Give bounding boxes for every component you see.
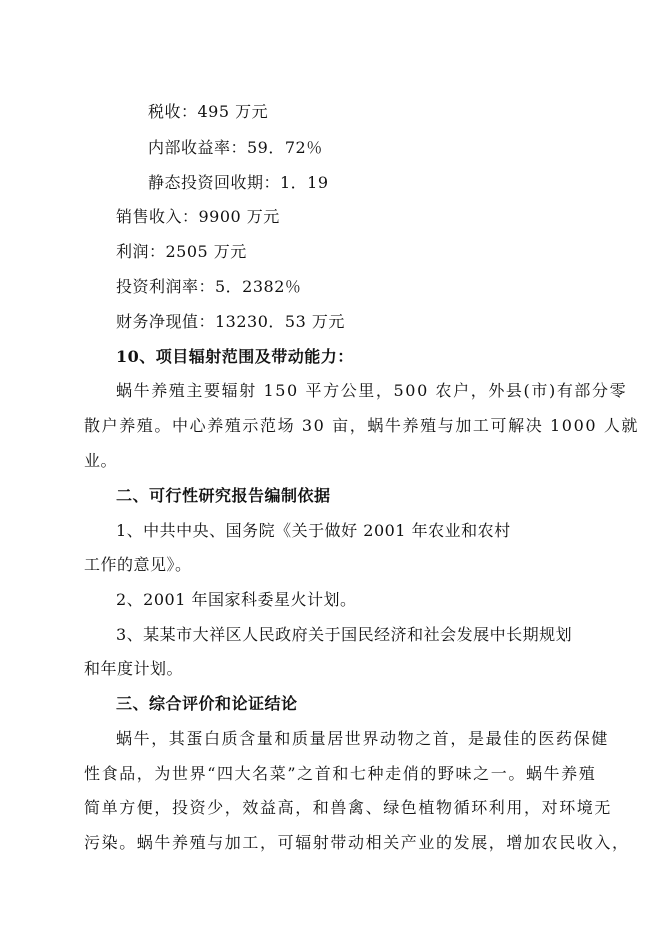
section3-para-line: 简单方便，投资少，效益高，和兽禽、绿色植物循环利用，对环境无: [84, 798, 613, 817]
tax-line: 税收：495 万元: [148, 102, 269, 121]
section10-heading: 10、项目辐射范围及带动能力：: [116, 347, 354, 366]
section10-para-line: 蜗牛养殖主要辐射 150 平方公里，500 农户，外县(市)有部分零: [116, 381, 628, 400]
section2-heading: 二、可行性研究报告编制依据: [116, 486, 331, 505]
section3-para-line: 污染。蜗牛养殖与加工，可辐射带动相关产业的发展，增加农民收入，: [84, 833, 630, 852]
section2-item: 1、中共中央、国务院《关于做好 2001 年农业和农村: [116, 521, 511, 540]
section10-para-line: 业。: [84, 451, 118, 470]
section2-item: 3、某某市大祥区人民政府关于国民经济和社会发展中长期规划: [116, 625, 573, 644]
sales-line: 销售收入：9900 万元: [116, 207, 280, 226]
section2-item: 2、2001 年国家科委星火计划。: [116, 590, 357, 609]
section10-para-line: 散户养殖。中心养殖示范场 30 亩，蜗牛养殖与加工可解决 1000 人就: [84, 416, 640, 435]
payback-line: 静态投资回收期：1．19: [148, 173, 329, 192]
section3-para-line: 性食品，为世界“四大名菜”之首和七种走俏的野味之一。蜗牛养殖: [84, 764, 597, 783]
roi-line: 投资利润率：5．2382％: [116, 277, 302, 296]
npv-line: 财务净现值：13230．53 万元: [116, 312, 345, 331]
profit-line: 利润：2505 万元: [116, 242, 247, 261]
section3-para-line: 蜗牛，其蛋白质含量和质量居世界动物之首，是最佳的医药保健: [116, 729, 609, 748]
section2-item: 和年度计划。: [84, 659, 184, 678]
section2-item: 工作的意见》。: [84, 555, 192, 574]
irr-line: 内部收益率：59．72％: [148, 138, 323, 157]
section3-heading: 三、综合评价和论证结论: [116, 694, 298, 713]
